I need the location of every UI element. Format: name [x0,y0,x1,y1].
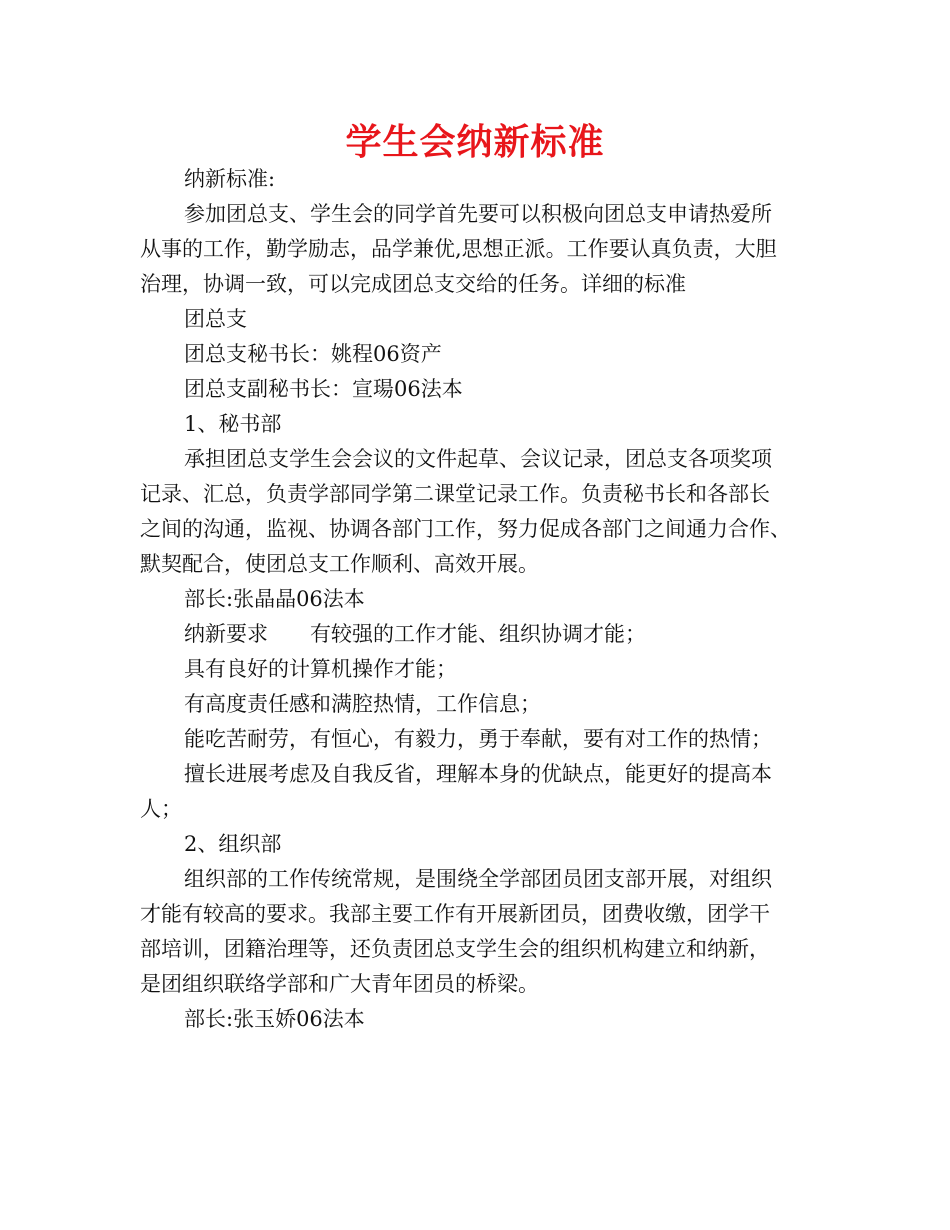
paragraph-line: 擅长进展考虑及自我反省，理解本身的优缺点，能更好的提高本 [184,762,772,786]
paragraph-line: 参加团总支、学生会的同学首先要可以积极向团总支申请热爱所 [184,202,772,226]
paragraph-line: 部长:张玉娇06法本 [184,1007,365,1031]
paragraph-line: 有高度责任感和满腔热情，工作信息； [184,692,541,716]
paragraph-line: 纳新标准: [184,167,276,191]
requirement-line [140,617,830,652]
paragraph-line: 部培训，团籍治理等，还负责团总支学生会的组织机构建立和纳新， [140,937,770,961]
paragraph-line: 组织部的工作传统常规，是围绕全学部团员团支部开展，对组织 [184,867,772,891]
section-heading: 2、组织部 [184,832,282,856]
requirement-text: 有较强的工作才能、组织协调才能； [310,622,646,646]
section-heading: 1、秘书部 [184,412,282,436]
paragraph-line: 才能有较高的要求。我部主要工作有开展新团员，团费收缴，团学干 [140,902,770,926]
paragraph-line: 能吃苦耐劳，有恒心，有毅力，勇于奉献，要有对工作的热情； [184,727,772,751]
paragraph-line: 默契配合，使团总支工作顺利、高效开展。 [140,552,539,576]
paragraph-line: 具有良好的计算机操作才能； [184,657,457,681]
paragraph-line: 承担团总支学生会会议的文件起草、会议记录，团总支各项奖项 [184,447,772,471]
requirement-label: 纳新要求 [184,622,268,646]
paragraph-line: 之间的沟通，监视、协调各部门工作，努力促成各部门之间通力合作、 [140,517,791,541]
section-heading: 团总支 [184,307,247,331]
paragraph-line: 治理，协调一致，可以完成团总支交给的任务。详细的标准 [140,272,686,296]
document-body [140,162,830,1037]
document-title: 学生会纳新标准 [345,122,605,163]
paragraph-line: 团总支秘书长：姚程06资产 [184,342,442,366]
paragraph-line: 是团组织联络学部和广大青年团员的桥梁。 [140,972,539,996]
paragraph-line: 记录、汇总，负责学部同学第二课堂记录工作。负责秘书长和各部长 [140,482,770,506]
paragraph-line: 从事的工作，勤学励志，品学兼优,思想正派。工作要认真负责，大胆 [140,237,777,261]
paragraph-line: 人； [140,797,182,821]
paragraph-line: 团总支副秘书长：宣瑒06法本 [184,377,463,401]
paragraph-line: 部长:张晶晶06法本 [184,587,365,611]
